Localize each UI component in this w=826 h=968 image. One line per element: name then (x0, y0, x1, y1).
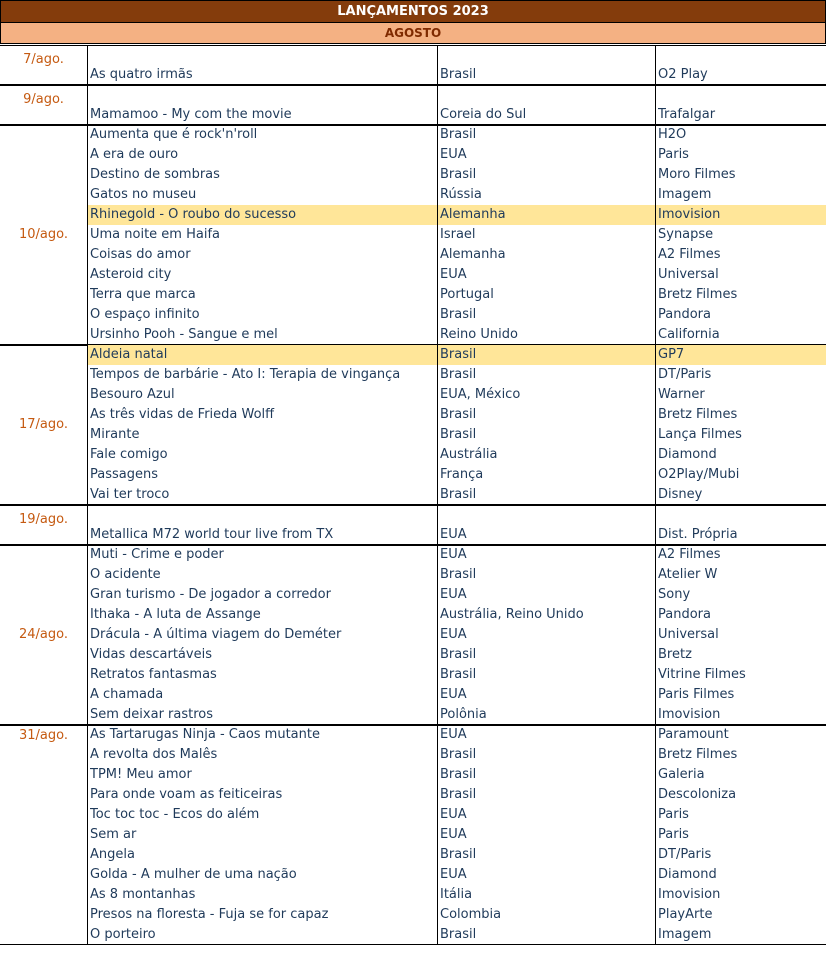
movie-title: Presos na floresta - Fuja se for capaz (90, 907, 329, 922)
country-cell: EUA (440, 687, 467, 702)
movie-title: As Tartarugas Ninja - Caos mutante (90, 727, 320, 742)
release-date: 7/ago. (23, 52, 64, 67)
country-cell: Brasil (440, 567, 477, 582)
distributor-cell: PlayArte (658, 907, 713, 922)
release-row (88, 805, 826, 825)
release-row (88, 885, 826, 905)
release-row (88, 525, 826, 545)
movie-title: As três vidas de Frieda Wolff (90, 407, 275, 422)
column-divider (87, 505, 88, 545)
sheet-title: LANÇAMENTOS 2023 (0, 0, 826, 23)
movie-title: As quatro irmãs (90, 67, 193, 82)
country-cell: EUA (440, 147, 467, 162)
column-divider (655, 45, 656, 85)
column-divider (655, 505, 656, 545)
distributor-cell: Bretz Filmes (658, 407, 738, 422)
country-cell: Rússia (440, 187, 482, 202)
release-row (88, 265, 826, 285)
release-row (88, 605, 826, 625)
column-divider (87, 45, 88, 85)
distributor-cell: Imovision (658, 207, 721, 222)
column-divider (655, 725, 656, 945)
country-cell: Brasil (440, 767, 477, 782)
release-row (88, 365, 826, 385)
distributor-cell: Imagem (658, 927, 712, 942)
distributor-cell: O2Play/Mubi (658, 467, 740, 482)
release-row (88, 485, 826, 505)
distributor-cell: Synapse (658, 227, 714, 242)
movie-title: Sem ar (90, 827, 137, 842)
distributor-cell: Diamond (658, 447, 717, 462)
movie-title: A era de ouro (90, 147, 179, 162)
movie-title: Besouro Azul (90, 387, 175, 402)
distributor-cell: Pandora (658, 307, 711, 322)
country-cell: Brasil (440, 747, 477, 762)
distributor-cell: A2 Filmes (658, 547, 721, 562)
column-divider (655, 345, 656, 505)
country-cell: Alemanha (440, 207, 506, 222)
distributor-cell: Pandora (658, 607, 711, 622)
column-divider (655, 125, 656, 345)
country-cell: Portugal (440, 287, 494, 302)
country-cell: Polônia (440, 707, 487, 722)
movie-title: Uma noite em Haifa (90, 227, 220, 242)
movie-title: O espaço infinito (90, 307, 200, 322)
country-cell: Itália (440, 887, 473, 902)
distributor-cell: GP7 (658, 347, 685, 362)
movie-title: Rhinegold - O roubo do sucesso (90, 207, 297, 222)
release-row (88, 145, 826, 165)
distributor-cell: Paris (658, 807, 689, 822)
release-row (88, 245, 826, 265)
movie-title: Sem deixar rastros (90, 707, 214, 722)
release-row-highlighted (88, 205, 826, 225)
release-date: 24/ago. (19, 627, 68, 642)
country-cell: Brasil (440, 667, 477, 682)
country-cell: Brasil (440, 927, 477, 942)
column-divider (437, 125, 438, 345)
country-cell: Brasil (440, 127, 477, 142)
movie-title: Gran turismo - De jogador a corredor (90, 587, 331, 602)
movie-title: Toc toc toc - Ecos do além (90, 807, 260, 822)
release-row (88, 865, 826, 885)
distributor-cell: Sony (658, 587, 691, 602)
column-divider (87, 725, 88, 945)
release-row (88, 785, 826, 805)
country-cell: Brasil (440, 427, 477, 442)
column-divider (437, 345, 438, 505)
column-divider (87, 345, 88, 505)
distributor-cell: Paris (658, 147, 689, 162)
release-row (88, 925, 826, 945)
column-divider (437, 505, 438, 545)
movie-title: Golda - A mulher de uma nação (90, 867, 297, 882)
movie-title: Coisas do amor (90, 247, 191, 262)
country-cell: Brasil (440, 367, 477, 382)
distributor-cell: Atelier W (658, 567, 718, 582)
movie-title: Angela (90, 847, 135, 862)
country-cell: Austrália, Reino Unido (440, 607, 584, 622)
movie-title: Terra que marca (90, 287, 196, 302)
country-cell: França (440, 467, 484, 482)
release-row (88, 705, 826, 725)
distributor-cell: Descoloniza (658, 787, 737, 802)
movie-title: Destino de sombras (90, 167, 220, 182)
release-row (88, 585, 826, 605)
release-row (88, 765, 826, 785)
release-row (88, 685, 826, 705)
release-row (88, 725, 826, 745)
release-row (88, 545, 826, 565)
distributor-cell: Disney (658, 487, 703, 502)
distributor-cell: Galeria (658, 767, 705, 782)
column-divider (87, 545, 88, 725)
date-group (0, 85, 826, 125)
country-cell: EUA (440, 807, 467, 822)
distributor-cell: DT/Paris (658, 367, 712, 382)
column-divider (437, 85, 438, 125)
release-row (88, 845, 826, 865)
movie-title: TPM! Meu amor (90, 767, 192, 782)
release-row (88, 645, 826, 665)
date-group (0, 725, 826, 945)
movie-title: Fale comigo (90, 447, 168, 462)
release-row (88, 745, 826, 765)
country-cell: EUA (440, 627, 467, 642)
movie-title: Vai ter troco (90, 487, 170, 502)
distributor-cell: Universal (658, 627, 719, 642)
release-row (88, 125, 826, 145)
country-cell: Brasil (440, 67, 477, 82)
movie-title: Mirante (90, 427, 140, 442)
release-date: 31/ago. (19, 728, 68, 743)
country-cell: Coreia do Sul (440, 107, 527, 122)
country-cell: EUA (440, 547, 467, 562)
distributor-cell: Paris (658, 827, 689, 842)
distributor-cell: Dist. Própria (658, 527, 738, 542)
country-cell: Brasil (440, 787, 477, 802)
movie-title: Asteroid city (90, 267, 172, 282)
movie-title: Aumenta que é rock'n'roll (90, 127, 258, 142)
movie-title: As 8 montanhas (90, 887, 196, 902)
country-cell: Brasil (440, 347, 477, 362)
distributor-cell: Paramount (658, 727, 729, 742)
distributor-cell: Moro Filmes (658, 167, 736, 182)
release-row (88, 625, 826, 645)
distributor-cell: Imovision (658, 887, 721, 902)
movie-title: O porteiro (90, 927, 156, 942)
distributor-cell: Bretz (658, 647, 692, 662)
release-row (88, 105, 826, 125)
distributor-cell: Vitrine Filmes (658, 667, 746, 682)
country-cell: Israel (440, 227, 476, 242)
release-row (88, 185, 826, 205)
distributor-cell: California (658, 327, 720, 342)
release-row (88, 465, 826, 485)
movie-title: Muti - Crime e poder (90, 547, 224, 562)
distributor-cell: DT/Paris (658, 847, 712, 862)
country-cell: EUA (440, 527, 467, 542)
movie-title: Ithaka - A luta de Assange (90, 607, 261, 622)
release-row (88, 905, 826, 925)
column-divider (87, 125, 88, 345)
release-row (88, 445, 826, 465)
distributor-cell: Diamond (658, 867, 717, 882)
release-date: 19/ago. (19, 512, 68, 527)
release-row (88, 405, 826, 425)
movie-title: O acidente (90, 567, 161, 582)
distributor-cell: A2 Filmes (658, 247, 721, 262)
country-cell: Austrália (440, 447, 498, 462)
column-divider (87, 85, 88, 125)
release-row (88, 385, 826, 405)
movie-title: A revolta dos Malês (90, 747, 218, 762)
date-group (0, 545, 826, 725)
country-cell: Brasil (440, 487, 477, 502)
distributor-cell: Bretz Filmes (658, 287, 738, 302)
country-cell: EUA (440, 867, 467, 882)
movie-title: Drácula - A última viagem do Deméter (90, 627, 342, 642)
country-cell: Reino Unido (440, 327, 518, 342)
country-cell: Brasil (440, 307, 477, 322)
release-date: 10/ago. (19, 227, 68, 242)
country-cell: Brasil (440, 847, 477, 862)
release-row (88, 565, 826, 585)
movie-title: Aldeia natal (90, 347, 168, 362)
column-divider (437, 725, 438, 945)
release-row-highlighted (88, 345, 826, 365)
release-row (88, 325, 826, 345)
release-row (88, 285, 826, 305)
date-group (0, 45, 826, 85)
date-group (0, 125, 826, 345)
movie-title: Ursinho Pooh - Sangue e mel (90, 327, 278, 342)
column-divider (437, 545, 438, 725)
month-header: AGOSTO (0, 23, 826, 44)
date-group (0, 345, 826, 505)
release-row (88, 425, 826, 445)
country-cell: Brasil (440, 407, 477, 422)
movie-title: Tempos de barbárie - Ato I: Terapia de vingança (90, 367, 401, 382)
release-row (88, 65, 826, 85)
release-row (88, 825, 826, 845)
movie-title: Gatos no museu (90, 187, 197, 202)
country-cell: EUA (440, 727, 467, 742)
country-cell: Brasil (440, 647, 477, 662)
distributor-cell: Imagem (658, 187, 712, 202)
release-row (88, 665, 826, 685)
movie-title: Mamamoo - My com the movie (90, 107, 292, 122)
distributor-cell: Trafalgar (658, 107, 716, 122)
movie-title: Metallica M72 world tour live from TX (90, 527, 334, 542)
column-divider (655, 545, 656, 725)
distributor-cell: Lança Filmes (658, 427, 742, 442)
release-row (88, 165, 826, 185)
column-divider (655, 85, 656, 125)
distributor-cell: Universal (658, 267, 719, 282)
date-group (0, 505, 826, 545)
country-cell: EUA (440, 827, 467, 842)
release-date: 9/ago. (23, 92, 64, 107)
distributor-cell: Imovision (658, 707, 721, 722)
country-cell: EUA (440, 587, 467, 602)
distributor-cell: Warner (658, 387, 705, 402)
movie-title: Vidas descartáveis (90, 647, 212, 662)
country-cell: EUA (440, 267, 467, 282)
distributor-cell: Paris Filmes (658, 687, 735, 702)
country-cell: EUA, México (440, 387, 521, 402)
movie-title: A chamada (90, 687, 164, 702)
movie-title: Para onde voam as feiticeiras (90, 787, 283, 802)
release-date: 17/ago. (19, 417, 68, 432)
country-cell: Brasil (440, 167, 477, 182)
distributor-cell: Bretz Filmes (658, 747, 738, 762)
column-divider (437, 45, 438, 85)
country-cell: Alemanha (440, 247, 506, 262)
release-row (88, 305, 826, 325)
distributor-cell: O2 Play (658, 67, 708, 82)
release-row (88, 225, 826, 245)
country-cell: Colombia (440, 907, 502, 922)
movie-title: Passagens (90, 467, 158, 482)
movie-title: Retratos fantasmas (90, 667, 217, 682)
distributor-cell: H2O (658, 127, 687, 142)
